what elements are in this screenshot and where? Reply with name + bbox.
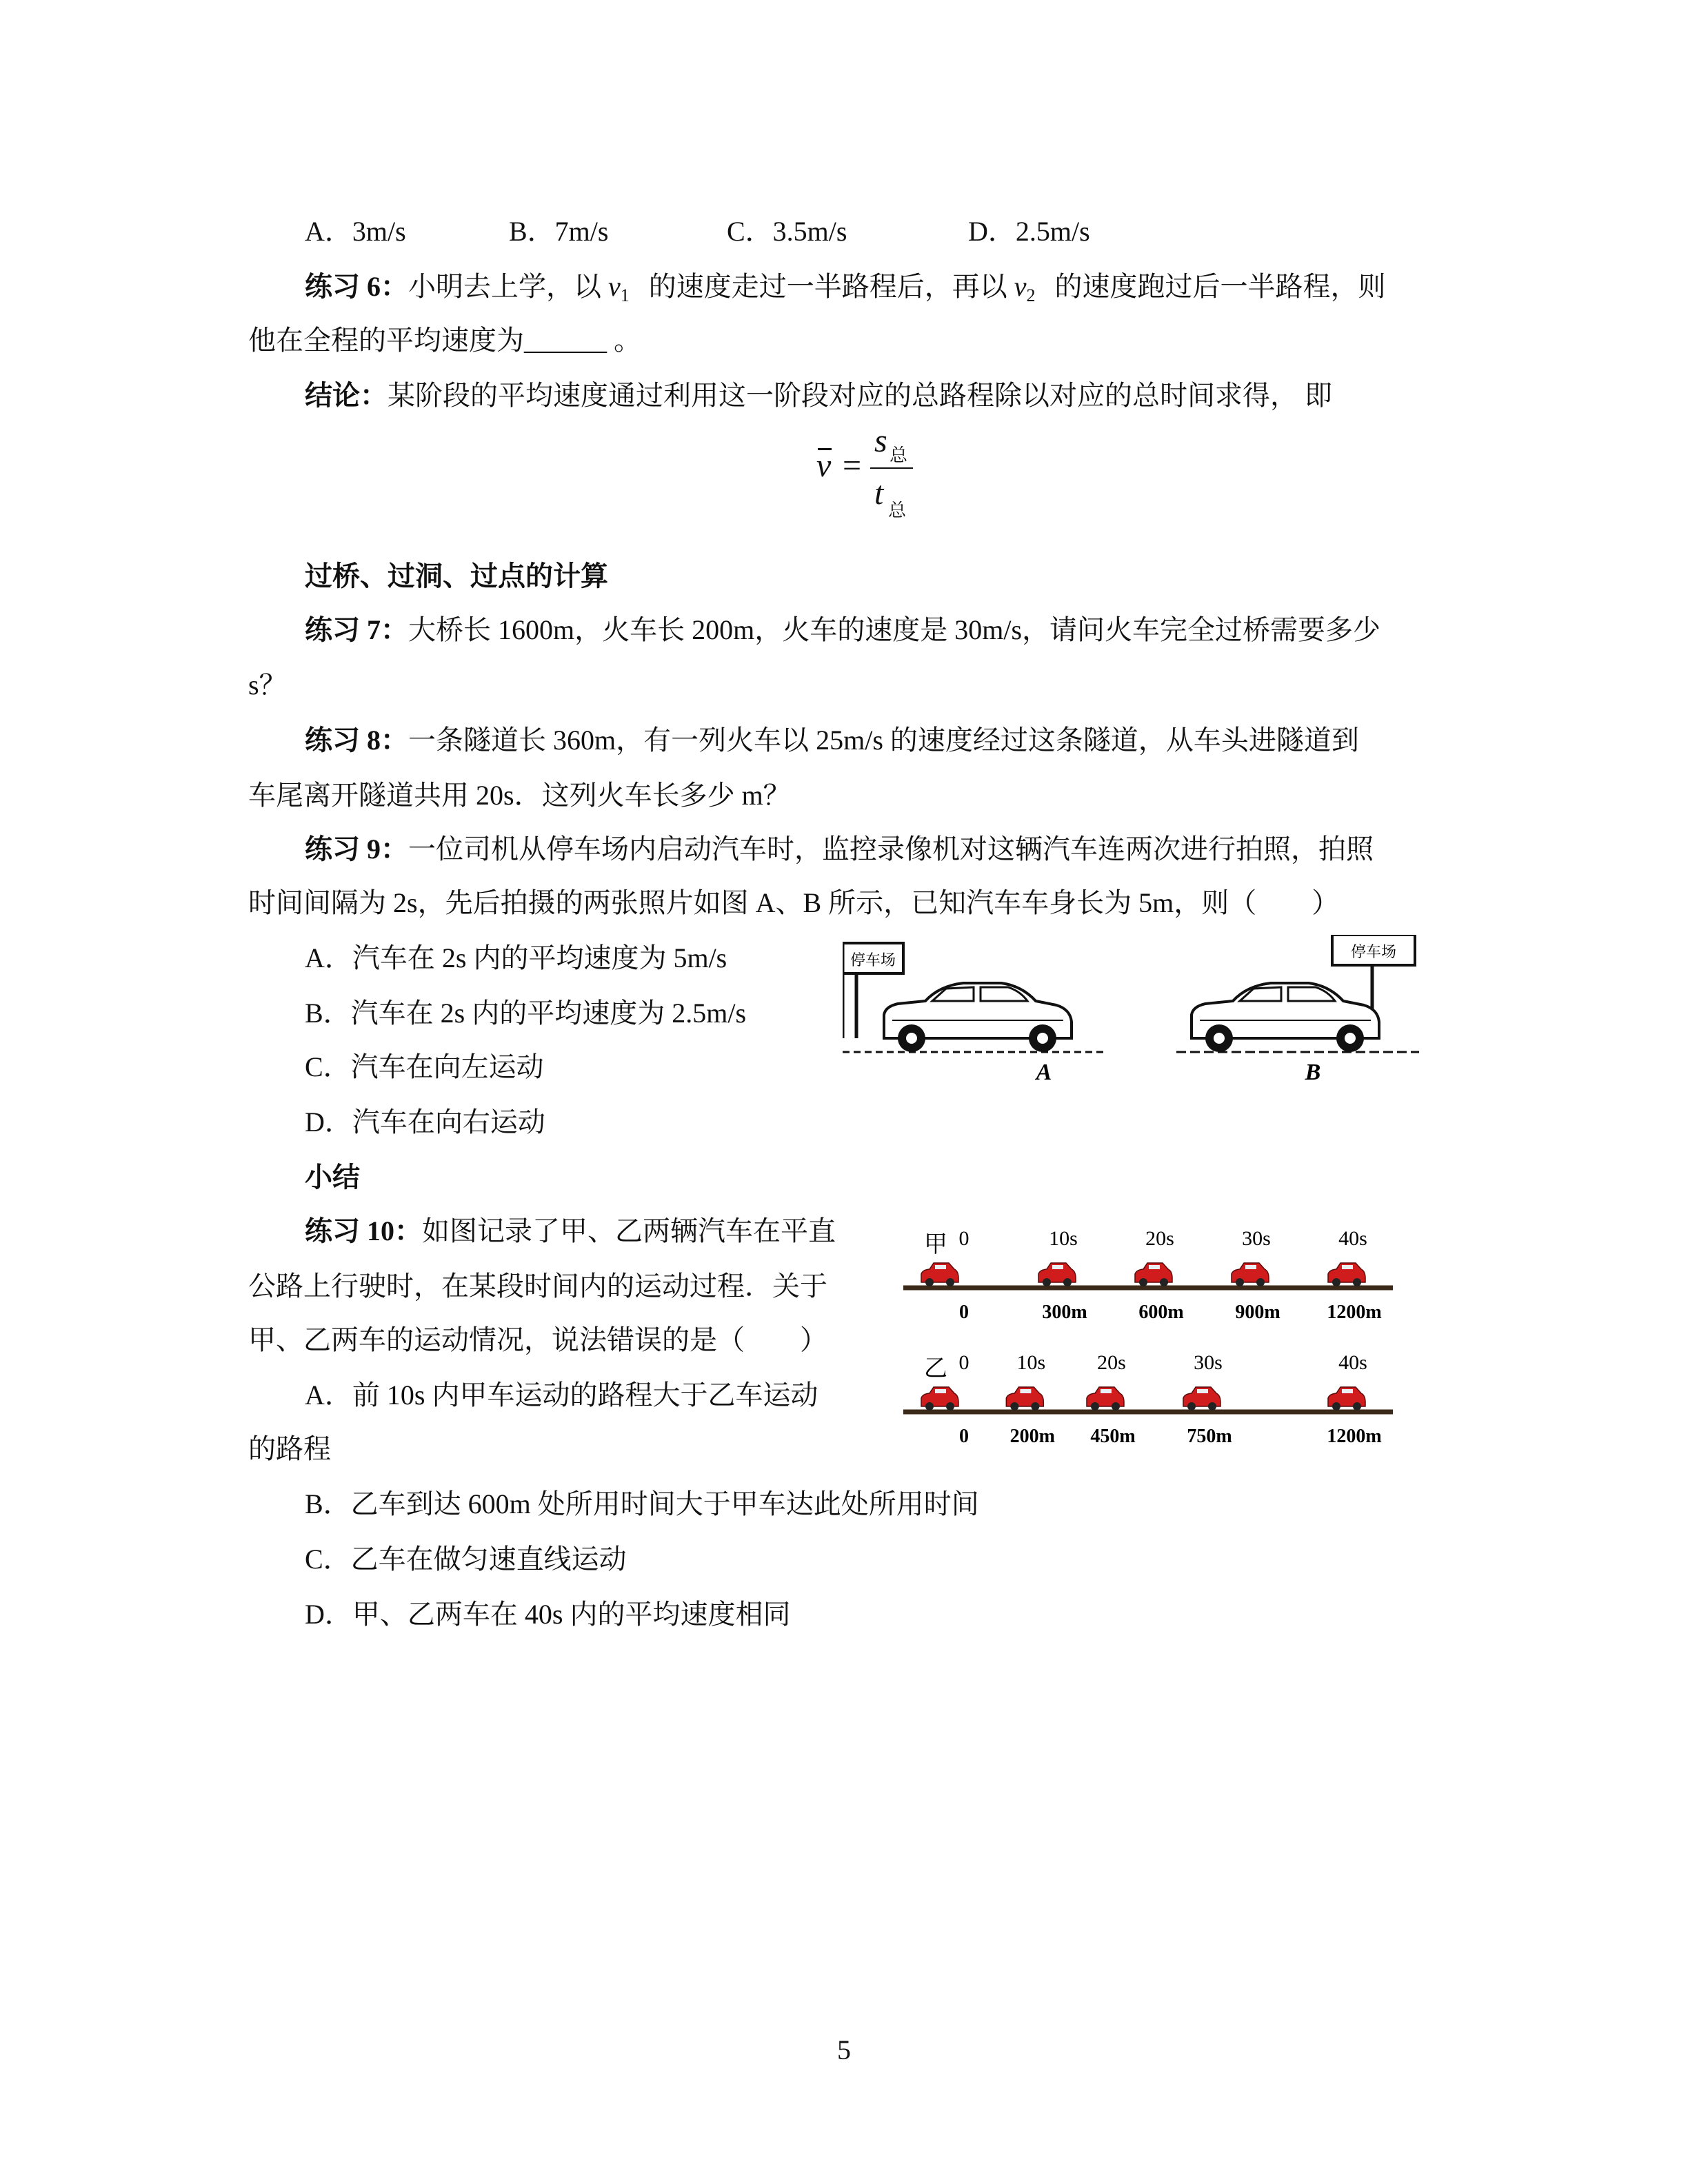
jia-distance-label: 900m (1235, 1302, 1280, 1323)
fraction-bar (870, 467, 913, 469)
v2-symbol: v (1014, 271, 1027, 302)
page-number: 5 (837, 2034, 851, 2065)
yi-distance-label: 200m (1009, 1426, 1055, 1447)
q5-option-a: A．3m/s (305, 216, 406, 247)
ex8-line1 (305, 722, 1359, 758)
jia-time-label: 30s (1242, 1227, 1271, 1250)
ex9-label: 练习 9： (305, 833, 408, 865)
jia-car-icon (921, 1263, 958, 1286)
jia-time-label: 10s (1049, 1227, 1078, 1250)
ex7-text: 大桥长 1600m，火车长 200m，火车的速度是 30m/s，请问火车完全过桥需要多少 (408, 614, 1381, 645)
yi-time-label: 30s (1194, 1351, 1223, 1374)
jia-time-label: 40s (1338, 1227, 1367, 1250)
ex9-option-d: D．汽车在向右运动 (305, 1106, 545, 1138)
ex8-line2: 车尾离开隧道共用 20s．这列火车长多少 m？ (248, 780, 791, 811)
jia-distance-label: 1200m (1327, 1302, 1382, 1323)
ex6-text1: 小明去上学，以 (408, 271, 601, 302)
car-b-icon (1192, 983, 1379, 1052)
yi-distance-label: 1200m (1327, 1426, 1382, 1447)
ex10-text1: 如图记录了甲、乙两辆汽车在平直 (422, 1215, 836, 1246)
ex9-option-b: B．汽车在 2s 内的平均速度为 2.5m/s (305, 998, 747, 1029)
summary-heading: 小结 (305, 1162, 360, 1193)
jia-car-icon (1038, 1263, 1076, 1286)
ex6-label: 练习 6： (305, 271, 408, 302)
formula-denominator: t (874, 475, 884, 512)
yi-time-label: 0 (958, 1351, 969, 1374)
ex10-line3: 甲、乙两车的运动情况，说法错误的是（ ） (248, 1324, 827, 1355)
sign-a-text: 停车场 (850, 951, 896, 969)
jia-distance-label: 300m (1042, 1302, 1087, 1323)
q5-option-b: B．7m/s (509, 216, 609, 247)
ex9-line1 (305, 831, 1374, 867)
photo-a (843, 943, 1105, 1085)
formula-denominator-sub: 总 (888, 501, 907, 520)
yi-distance-label: 0 (959, 1426, 969, 1447)
jia-car-icon (1135, 1263, 1172, 1286)
yi-time-label: 10s (1016, 1351, 1046, 1374)
yi-time-label: 20s (1097, 1351, 1126, 1374)
formula-v: v (816, 447, 832, 484)
yi-car-icon (1328, 1387, 1365, 1410)
yi-distance-label: 750m (1187, 1426, 1232, 1447)
car-a-icon (884, 983, 1072, 1052)
v2-subscript: 2 (1026, 285, 1036, 305)
ex9-option-c: C．汽车在向左运动 (305, 1051, 544, 1082)
ex8-label: 练习 8： (305, 725, 408, 756)
conclusion-label: 结论： (305, 380, 388, 411)
ex9-option-a: A．汽车在 2s 内的平均速度为 5m/s (305, 942, 727, 973)
yi-car-icon (1087, 1387, 1124, 1410)
ex10-label: 练习 10： (305, 1215, 422, 1246)
ex10-option-a: A．前 10s 内甲车运动的路程大于乙车运动 (305, 1379, 818, 1410)
car-motion-figure (896, 1220, 1407, 1455)
sign-b-text: 停车场 (1350, 943, 1397, 960)
conclusion (305, 378, 1332, 414)
yi-time-label: 40s (1338, 1351, 1367, 1374)
ex7-label: 练习 7： (305, 614, 408, 645)
conclusion-text: 某阶段的平均速度通过利用这一阶段对应的总路程除以对应的总时间求得， 即 (388, 380, 1332, 411)
formula-equals: = (843, 447, 862, 484)
label-a: A (1036, 1060, 1052, 1085)
ex10-option-d: D．甲、乙两车在 40s 内的平均速度相同 (305, 1599, 791, 1630)
ex9-line2: 时间间隔为 2s，先后拍摄的两张照片如图 A、B 所示，已知汽车车身长为 5m，则（ ） (248, 887, 1340, 918)
ex6-line1 (305, 269, 1386, 314)
ex10-option-a-cont: 的路程 (248, 1433, 331, 1464)
jia-car-icon (1232, 1263, 1269, 1286)
yi-car-icon (1006, 1387, 1043, 1410)
yi-label: 乙 (924, 1356, 947, 1382)
jia-car-icon (1328, 1263, 1365, 1286)
ex10-line1 (305, 1213, 836, 1249)
ex8-text: 一条隧道长 360m，有一列火车以 25m/s 的速度经过这条隧道，从车头进隧道到 (408, 725, 1359, 756)
parking-photos-figure (843, 935, 1422, 1086)
ex9-text: 一位司机从停车场内启动汽车时，监控录像机对这辆汽车连两次进行拍照，拍照 (408, 833, 1374, 865)
ex6-line2: 他在全程的平均速度为______ 。 (248, 325, 641, 356)
ex6-text2: 的速度走过一半路程后，再以 (648, 271, 1007, 302)
ex6-text3: 的速度跑过后一半路程，则 (1054, 271, 1386, 302)
formula-numerator: s (874, 423, 887, 459)
section-heading: 过桥、过洞、过点的计算 (305, 560, 608, 592)
photo-b (1176, 935, 1419, 1085)
yi-car-icon (921, 1387, 958, 1410)
jia-time-label: 0 (958, 1227, 969, 1250)
ex10-option-b: B．乙车到达 600m 处所用时间大于甲车达此处所用时间 (305, 1488, 979, 1519)
q5-option-c: C．3.5m/s (727, 216, 847, 247)
jia-time-label: 20s (1145, 1227, 1174, 1250)
yi-car-icon (1183, 1387, 1220, 1410)
formula-numerator-sub: 总 (890, 445, 908, 465)
ex7-line2: s？ (248, 669, 287, 700)
q5-option-d: D．2.5m/s (968, 216, 1090, 247)
yi-distance-label: 450m (1090, 1426, 1136, 1447)
jia-distance-label: 600m (1138, 1302, 1184, 1323)
ex7-line1 (305, 612, 1380, 648)
v1-symbol: v (608, 271, 621, 302)
label-b: B (1305, 1060, 1321, 1085)
jia-label: 甲 (924, 1232, 947, 1257)
v1-subscript: 1 (620, 285, 630, 305)
jia-distance-label: 0 (959, 1302, 969, 1323)
ex10-option-c: C．乙车在做匀速直线运动 (305, 1544, 627, 1575)
ex10-line2: 公路上行驶时，在某段时间内的运动过程．关于 (248, 1271, 827, 1302)
